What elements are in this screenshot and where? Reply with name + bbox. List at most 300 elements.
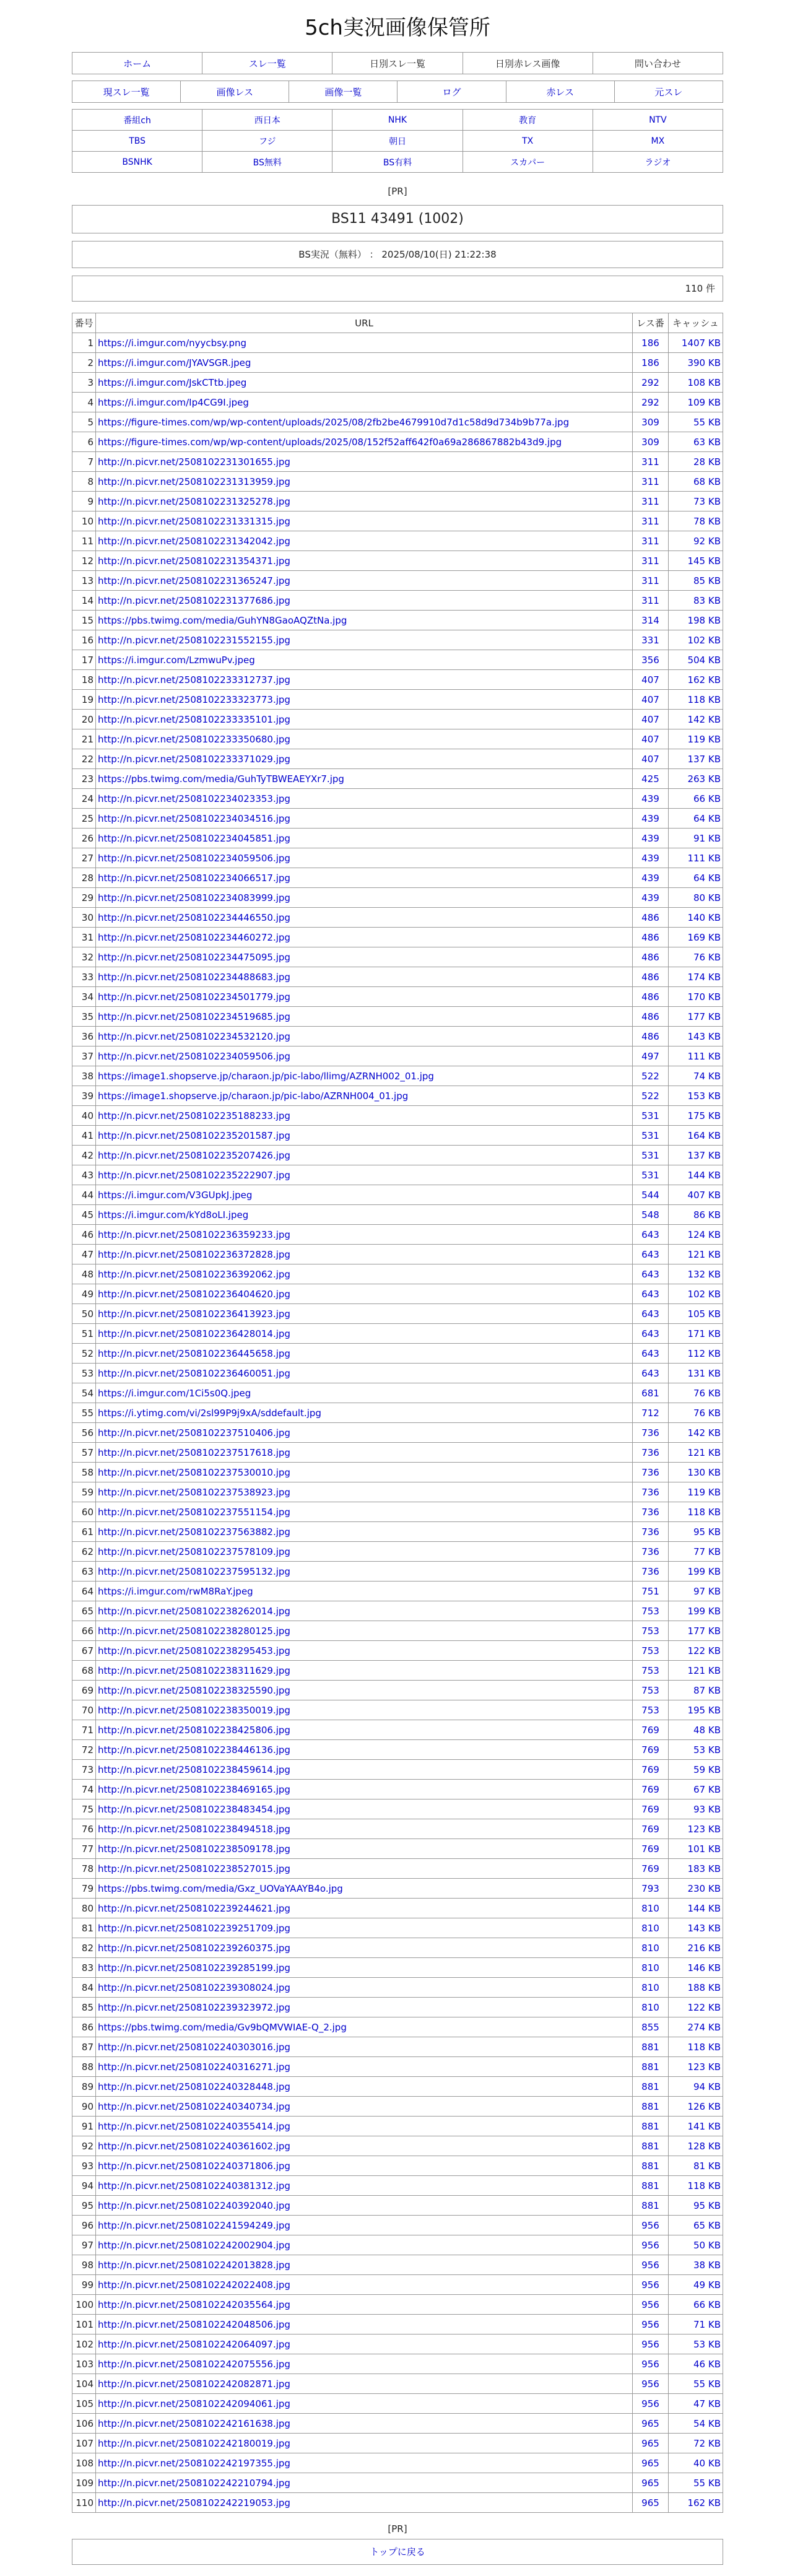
row-url-cell[interactable] (96, 1304, 633, 1324)
channel-link[interactable]: ラジオ (645, 157, 671, 168)
row-res-number[interactable]: 956 (641, 2259, 659, 2271)
row-res-number-cell[interactable] (633, 1185, 669, 1205)
row-cache-size-cell[interactable] (669, 333, 723, 353)
row-url-cell[interactable] (96, 1245, 633, 1264)
row-res-number[interactable]: 810 (641, 1922, 659, 1934)
nav-current-threads-link[interactable]: 現スレ一覧 (103, 86, 150, 98)
row-cache-size-cell[interactable] (669, 967, 723, 987)
row-cache-size[interactable]: 121 KB (687, 1664, 721, 1676)
row-url[interactable]: https://i.imgur.com/kYd8oLI.jpeg (98, 1209, 249, 1221)
row-res-number-cell[interactable] (633, 472, 669, 492)
row-res-number-cell[interactable] (633, 2453, 669, 2473)
nav-image-res-link[interactable]: 画像レス (216, 86, 254, 98)
row-res-number-cell[interactable] (633, 2097, 669, 2117)
row-res-number[interactable]: 769 (641, 1863, 659, 1874)
row-res-number-cell[interactable] (633, 353, 669, 373)
row-url-cell[interactable] (96, 947, 633, 967)
row-cache-size[interactable]: 123 KB (687, 2061, 721, 2073)
row-res-number-cell[interactable] (633, 1522, 669, 1542)
row-cache-size-cell[interactable] (669, 1661, 723, 1681)
row-res-number[interactable]: 712 (641, 1407, 659, 1419)
row-res-number-cell[interactable] (633, 333, 669, 353)
row-url[interactable]: http://n.picvr.net/2508102238469165.jpg (98, 1783, 290, 1795)
row-url-cell[interactable] (96, 2394, 633, 2414)
channel-link[interactable]: 朝日 (388, 136, 406, 147)
row-res-number[interactable]: 439 (641, 872, 659, 884)
row-cache-size[interactable]: 83 KB (693, 594, 721, 606)
row-url[interactable]: http://n.picvr.net/2508102238527015.jpg (98, 1863, 290, 1874)
row-cache-size[interactable]: 121 KB (687, 1447, 721, 1458)
row-res-number[interactable]: 751 (641, 1585, 659, 1597)
row-url-cell[interactable] (96, 630, 633, 650)
row-cache-size-cell[interactable] (669, 690, 723, 710)
row-res-number[interactable]: 522 (641, 1070, 659, 1082)
row-res-number-cell[interactable] (633, 1938, 669, 1958)
row-res-number[interactable]: 439 (641, 832, 659, 844)
row-cache-size[interactable]: 132 KB (687, 1268, 721, 1280)
row-cache-size[interactable]: 81 KB (693, 2160, 721, 2172)
row-cache-size-cell[interactable] (669, 2473, 723, 2493)
row-url[interactable]: https://image1.shopserve.jp/charaon.jp/pic-labo/llimg/AZRNH002_01.jpg (98, 1070, 434, 1082)
row-url-cell[interactable] (96, 2136, 633, 2156)
row-cache-size-cell[interactable] (669, 2255, 723, 2275)
row-url[interactable]: http://n.picvr.net/2508102233350680.jpg (98, 733, 290, 745)
row-cache-size-cell[interactable] (669, 1978, 723, 1998)
row-url[interactable]: http://n.picvr.net/2508102242094061.jpg (98, 2398, 290, 2409)
row-res-number-cell[interactable] (633, 1106, 669, 1126)
channel-cell[interactable] (202, 152, 332, 173)
row-res-number-cell[interactable] (633, 670, 669, 690)
row-res-number[interactable]: 881 (641, 2120, 659, 2132)
row-res-number-cell[interactable] (633, 1284, 669, 1304)
row-cache-size-cell[interactable] (669, 1582, 723, 1601)
row-url-cell[interactable] (96, 2057, 633, 2077)
row-cache-size[interactable]: 86 KB (693, 1209, 721, 1221)
channel-cell[interactable] (593, 131, 723, 152)
row-cache-size[interactable]: 111 KB (687, 1050, 721, 1062)
row-cache-size[interactable]: 142 KB (687, 1427, 721, 1438)
row-res-number-cell[interactable] (633, 1383, 669, 1403)
nav-image-res[interactable] (181, 81, 289, 103)
row-res-number[interactable]: 309 (641, 436, 659, 448)
row-res-number-cell[interactable] (633, 928, 669, 947)
row-url[interactable]: https://figure-times.com/wp/wp-content/uploads/2025/08/152f52aff642f0a69a286867882b43d9.jpg (98, 436, 562, 448)
row-cache-size[interactable]: 95 KB (693, 2200, 721, 2211)
row-res-number-cell[interactable] (633, 1482, 669, 1502)
row-url-cell[interactable] (96, 2176, 633, 2196)
row-url[interactable]: http://n.picvr.net/2508102234532120.jpg (98, 1030, 290, 1042)
row-url[interactable]: http://n.picvr.net/2508102238425806.jpg (98, 1724, 290, 1736)
row-url[interactable]: http://n.picvr.net/2508102236404620.jpg (98, 1288, 290, 1300)
row-cache-size[interactable]: 174 KB (687, 971, 721, 983)
row-cache-size-cell[interactable] (669, 2414, 723, 2434)
nav-red-res-link[interactable]: 赤レス (546, 86, 574, 98)
row-res-number-cell[interactable] (633, 1601, 669, 1621)
row-res-number[interactable]: 736 (641, 1447, 659, 1458)
row-res-number[interactable]: 486 (641, 912, 659, 923)
row-cache-size[interactable]: 188 KB (687, 1982, 721, 1993)
row-url[interactable]: http://n.picvr.net/2508102237578109.jpg (98, 1546, 290, 1557)
row-res-number[interactable]: 407 (641, 753, 659, 765)
row-res-number-cell[interactable] (633, 1899, 669, 1918)
row-url-cell[interactable] (96, 2255, 633, 2275)
row-res-number-cell[interactable] (633, 2216, 669, 2235)
row-res-number-cell[interactable] (633, 1007, 669, 1027)
row-url-cell[interactable] (96, 1601, 633, 1621)
row-cache-size-cell[interactable] (669, 1700, 723, 1720)
row-res-number-cell[interactable] (633, 2354, 669, 2374)
row-res-number[interactable]: 881 (641, 2180, 659, 2191)
channel-cell[interactable] (593, 152, 723, 173)
row-cache-size-cell[interactable] (669, 1423, 723, 1443)
row-cache-size[interactable]: 102 KB (687, 1288, 721, 1300)
row-cache-size-cell[interactable] (669, 2077, 723, 2097)
row-res-number-cell[interactable] (633, 1700, 669, 1720)
row-res-number[interactable]: 736 (641, 1565, 659, 1577)
row-res-number-cell[interactable] (633, 1066, 669, 1086)
row-url-cell[interactable] (96, 829, 633, 848)
row-url-cell[interactable] (96, 670, 633, 690)
row-res-number[interactable]: 769 (641, 1783, 659, 1795)
row-res-number[interactable]: 522 (641, 1090, 659, 1102)
row-cache-size-cell[interactable] (669, 1146, 723, 1165)
row-cache-size-cell[interactable] (669, 551, 723, 571)
row-cache-size-cell[interactable] (669, 452, 723, 472)
row-res-number[interactable]: 486 (641, 931, 659, 943)
row-res-number[interactable]: 643 (641, 1308, 659, 1320)
row-url[interactable]: http://n.picvr.net/2508102239308024.jpg (98, 1982, 290, 1993)
row-url-cell[interactable] (96, 2097, 633, 2117)
row-url[interactable]: https://i.imgur.com/Ip4CG9I.jpeg (98, 396, 249, 408)
row-res-number[interactable]: 769 (641, 1823, 659, 1835)
row-url-cell[interactable] (96, 710, 633, 729)
row-cache-size-cell[interactable] (669, 1918, 723, 1938)
channel-cell[interactable] (593, 110, 723, 131)
row-cache-size-cell[interactable] (669, 1899, 723, 1918)
row-cache-size[interactable]: 144 KB (687, 1902, 721, 1914)
channel-cell[interactable] (332, 110, 463, 131)
row-url[interactable]: http://n.picvr.net/2508102240392040.jpg (98, 2200, 290, 2211)
row-url[interactable]: http://n.picvr.net/2508102234045851.jpg (98, 832, 290, 844)
row-cache-size-cell[interactable] (669, 1284, 723, 1304)
row-res-number[interactable]: 956 (641, 2219, 659, 2231)
row-url[interactable]: http://n.picvr.net/2508102234460272.jpg (98, 931, 290, 943)
row-cache-size[interactable]: 50 KB (693, 2239, 721, 2251)
channel-cell[interactable] (463, 152, 593, 173)
row-url[interactable]: http://n.picvr.net/2508102242180019.jpg (98, 2437, 290, 2449)
row-url[interactable]: https://i.imgur.com/V3GUpkJ.jpeg (98, 1189, 253, 1201)
back-to-top[interactable] (72, 2539, 723, 2565)
row-cache-size-cell[interactable] (669, 472, 723, 492)
row-res-number[interactable]: 810 (641, 1902, 659, 1914)
row-url[interactable]: http://n.picvr.net/2508102237595132.jpg (98, 1565, 290, 1577)
row-res-number-cell[interactable] (633, 1760, 669, 1780)
row-res-number-cell[interactable] (633, 1245, 669, 1264)
row-res-number-cell[interactable] (633, 1344, 669, 1364)
row-url-cell[interactable] (96, 2077, 633, 2097)
row-url-cell[interactable] (96, 1958, 633, 1978)
row-res-number[interactable]: 769 (641, 1744, 659, 1756)
row-cache-size[interactable]: 170 KB (687, 991, 721, 1003)
nav-image-list-link[interactable]: 画像一覧 (324, 86, 362, 98)
row-cache-size-cell[interactable] (669, 868, 723, 888)
row-cache-size-cell[interactable] (669, 1780, 723, 1799)
row-cache-size[interactable]: 124 KB (687, 1229, 721, 1240)
row-url[interactable]: http://n.picvr.net/2508102237563882.jpg (98, 1526, 290, 1538)
row-url-cell[interactable] (96, 1879, 633, 1899)
row-res-number[interactable]: 736 (641, 1506, 659, 1518)
row-cache-size-cell[interactable] (669, 1126, 723, 1146)
row-res-number[interactable]: 881 (641, 2200, 659, 2211)
row-res-number[interactable]: 531 (641, 1110, 659, 1121)
row-cache-size[interactable]: 199 KB (687, 1605, 721, 1617)
row-url[interactable]: http://n.picvr.net/2508102237551154.jpg (98, 1506, 290, 1518)
row-url[interactable]: http://n.picvr.net/2508102237530010.jpg (98, 1466, 290, 1478)
row-url[interactable]: http://n.picvr.net/2508102237538923.jpg (98, 1486, 290, 1498)
row-res-number-cell[interactable] (633, 2037, 669, 2057)
row-url[interactable]: http://n.picvr.net/2508102231313959.jpg (98, 476, 290, 487)
row-res-number-cell[interactable] (633, 1324, 669, 1344)
row-res-number-cell[interactable] (633, 511, 669, 531)
row-url-cell[interactable] (96, 1918, 633, 1938)
row-res-number[interactable]: 486 (641, 991, 659, 1003)
row-res-number[interactable]: 956 (641, 2299, 659, 2310)
row-url-cell[interactable] (96, 2216, 633, 2235)
row-res-number-cell[interactable] (633, 1502, 669, 1522)
row-cache-size[interactable]: 118 KB (687, 2041, 721, 2053)
row-res-number-cell[interactable] (633, 1839, 669, 1859)
row-cache-size-cell[interactable] (669, 1106, 723, 1126)
row-res-number-cell[interactable] (633, 1819, 669, 1839)
row-res-number[interactable]: 548 (641, 1209, 659, 1221)
nav-original-thread[interactable] (614, 81, 723, 103)
row-url[interactable]: http://n.picvr.net/2508102238509178.jpg (98, 1843, 290, 1855)
row-cache-size-cell[interactable] (669, 1938, 723, 1958)
row-url-cell[interactable] (96, 1086, 633, 1106)
channel-cell[interactable] (332, 131, 463, 152)
row-url[interactable]: https://i.ytimg.com/vi/2sl99P9j9xA/sddefault.jpg (98, 1407, 321, 1419)
row-url-cell[interactable] (96, 1641, 633, 1661)
row-res-number-cell[interactable] (633, 412, 669, 432)
row-res-number-cell[interactable] (633, 1542, 669, 1562)
row-cache-size[interactable]: 142 KB (687, 713, 721, 725)
row-cache-size[interactable]: 119 KB (687, 733, 721, 745)
row-res-number-cell[interactable] (633, 2493, 669, 2513)
row-url[interactable]: http://n.picvr.net/2508102240316271.jpg (98, 2061, 290, 2073)
row-res-number[interactable]: 736 (641, 1466, 659, 1478)
row-cache-size-cell[interactable] (669, 888, 723, 908)
row-url-cell[interactable] (96, 1681, 633, 1700)
row-cache-size-cell[interactable] (669, 749, 723, 769)
row-cache-size-cell[interactable] (669, 1383, 723, 1403)
row-res-number-cell[interactable] (633, 2473, 669, 2493)
row-cache-size-cell[interactable] (669, 1344, 723, 1364)
row-url[interactable]: http://n.picvr.net/2508102238295453.jpg (98, 1645, 290, 1656)
row-cache-size[interactable]: 128 KB (687, 2140, 721, 2152)
row-res-number[interactable]: 736 (641, 1546, 659, 1557)
row-cache-size-cell[interactable] (669, 2196, 723, 2216)
row-cache-size-cell[interactable] (669, 630, 723, 650)
row-url-cell[interactable] (96, 2374, 633, 2394)
row-cache-size-cell[interactable] (669, 373, 723, 393)
nav-thread-list-link[interactable]: スレ一覧 (248, 58, 286, 69)
row-url-cell[interactable] (96, 1978, 633, 1998)
row-cache-size-cell[interactable] (669, 2156, 723, 2176)
row-cache-size[interactable]: 131 KB (687, 1367, 721, 1379)
row-cache-size[interactable]: 390 KB (687, 357, 721, 368)
row-url[interactable]: http://n.picvr.net/2508102235201587.jpg (98, 1129, 290, 1141)
row-url-cell[interactable] (96, 1165, 633, 1185)
row-url[interactable]: http://n.picvr.net/2508102233335101.jpg (98, 713, 290, 725)
row-cache-size-cell[interactable] (669, 353, 723, 373)
row-url-cell[interactable] (96, 551, 633, 571)
row-res-number-cell[interactable] (633, 393, 669, 412)
row-res-number[interactable]: 810 (641, 1942, 659, 1954)
row-cache-size-cell[interactable] (669, 1324, 723, 1344)
row-url[interactable]: https://i.imgur.com/JskCTtb.jpeg (98, 376, 247, 388)
row-url-cell[interactable] (96, 1027, 633, 1046)
row-res-number[interactable]: 810 (641, 2001, 659, 2013)
row-url[interactable]: http://n.picvr.net/2508102231301655.jpg (98, 456, 290, 468)
row-cache-size-cell[interactable] (669, 393, 723, 412)
row-res-number[interactable]: 956 (641, 2338, 659, 2350)
row-url-cell[interactable] (96, 1720, 633, 1740)
row-url[interactable]: http://n.picvr.net/2508102236460051.jpg (98, 1367, 290, 1379)
row-url[interactable]: http://n.picvr.net/2508102235188233.jpg (98, 1110, 290, 1121)
row-url[interactable]: http://n.picvr.net/2508102239260375.jpg (98, 1942, 290, 1954)
row-cache-size[interactable]: 274 KB (687, 2021, 721, 2033)
row-url-cell[interactable] (96, 789, 633, 809)
row-res-number[interactable]: 486 (641, 1030, 659, 1042)
row-url-cell[interactable] (96, 2315, 633, 2334)
row-url-cell[interactable] (96, 2453, 633, 2473)
row-cache-size-cell[interactable] (669, 1740, 723, 1760)
row-url[interactable]: http://n.picvr.net/2508102238262014.jpg (98, 1605, 290, 1617)
row-cache-size[interactable]: 183 KB (687, 1863, 721, 1874)
row-cache-size-cell[interactable] (669, 571, 723, 591)
row-res-number-cell[interactable] (633, 1225, 669, 1245)
row-res-number[interactable]: 736 (641, 1427, 659, 1438)
row-cache-size-cell[interactable] (669, 789, 723, 809)
row-cache-size-cell[interactable] (669, 2235, 723, 2255)
row-res-number-cell[interactable] (633, 1918, 669, 1938)
row-res-number-cell[interactable] (633, 1799, 669, 1819)
row-url-cell[interactable] (96, 1740, 633, 1760)
row-url-cell[interactable] (96, 531, 633, 551)
row-res-number-cell[interactable] (633, 1443, 669, 1463)
row-res-number-cell[interactable] (633, 2275, 669, 2295)
row-cache-size[interactable]: 101 KB (687, 1843, 721, 1855)
row-res-number[interactable]: 407 (641, 713, 659, 725)
row-cache-size[interactable]: 118 KB (687, 694, 721, 705)
row-cache-size[interactable]: 55 KB (693, 2477, 721, 2489)
row-cache-size-cell[interactable] (669, 947, 723, 967)
row-url-cell[interactable] (96, 1264, 633, 1284)
row-res-number[interactable]: 810 (641, 1962, 659, 1973)
row-url[interactable]: https://i.imgur.com/JYAVSGR.jpeg (98, 357, 251, 368)
row-cache-size-cell[interactable] (669, 2394, 723, 2414)
row-url[interactable]: http://n.picvr.net/2508102231331315.jpg (98, 515, 290, 527)
row-cache-size-cell[interactable] (669, 1364, 723, 1383)
row-cache-size-cell[interactable] (669, 2117, 723, 2136)
row-cache-size-cell[interactable] (669, 432, 723, 452)
row-cache-size-cell[interactable] (669, 492, 723, 511)
row-url-cell[interactable] (96, 2235, 633, 2255)
row-url[interactable]: https://pbs.twimg.com/media/GuhTyTBWEAEYXr7.jpg (98, 773, 344, 785)
row-cache-size[interactable]: 59 KB (693, 1764, 721, 1775)
row-cache-size-cell[interactable] (669, 2037, 723, 2057)
row-url[interactable]: http://n.picvr.net/2508102242197355.jpg (98, 2457, 290, 2469)
row-res-number[interactable]: 956 (641, 2239, 659, 2251)
row-cache-size-cell[interactable] (669, 809, 723, 829)
row-url-cell[interactable] (96, 1542, 633, 1562)
row-cache-size-cell[interactable] (669, 650, 723, 670)
row-url-cell[interactable] (96, 1799, 633, 1819)
row-res-number[interactable]: 769 (641, 1803, 659, 1815)
row-res-number-cell[interactable] (633, 1998, 669, 2017)
row-url[interactable]: https://i.imgur.com/LzmwuPv.jpeg (98, 654, 255, 666)
row-cache-size[interactable]: 122 KB (687, 1645, 721, 1656)
row-cache-size[interactable]: 143 KB (687, 1922, 721, 1934)
row-res-number-cell[interactable] (633, 2414, 669, 2434)
row-cache-size[interactable]: 177 KB (687, 1011, 721, 1022)
nav-red-res[interactable] (506, 81, 614, 103)
row-cache-size-cell[interactable] (669, 1601, 723, 1621)
row-res-number-cell[interactable] (633, 2334, 669, 2354)
row-url[interactable]: http://n.picvr.net/2508102237517618.jpg (98, 1447, 290, 1458)
row-cache-size-cell[interactable] (669, 1998, 723, 2017)
row-cache-size-cell[interactable] (669, 2017, 723, 2037)
row-res-number[interactable]: 407 (641, 674, 659, 685)
row-url[interactable]: http://n.picvr.net/2508102233323773.jpg (98, 694, 290, 705)
row-res-number[interactable]: 810 (641, 1982, 659, 1993)
row-cache-size[interactable]: 85 KB (693, 575, 721, 586)
row-url-cell[interactable] (96, 1780, 633, 1799)
row-res-number[interactable]: 439 (641, 852, 659, 864)
row-res-number[interactable]: 956 (641, 2378, 659, 2390)
row-res-number[interactable]: 439 (641, 793, 659, 804)
row-res-number[interactable]: 956 (641, 2318, 659, 2330)
channel-cell[interactable] (72, 131, 202, 152)
channel-link[interactable]: MX (651, 136, 665, 146)
row-cache-size-cell[interactable] (669, 1225, 723, 1245)
row-res-number-cell[interactable] (633, 967, 669, 987)
row-cache-size[interactable]: 162 KB (687, 674, 721, 685)
row-url[interactable]: http://n.picvr.net/2508102241594249.jpg (98, 2219, 290, 2231)
row-cache-size[interactable]: 137 KB (687, 1149, 721, 1161)
row-cache-size[interactable]: 54 KB (693, 2417, 721, 2429)
row-url-cell[interactable] (96, 888, 633, 908)
row-res-number[interactable]: 425 (641, 773, 659, 785)
row-res-number[interactable]: 965 (641, 2457, 659, 2469)
row-cache-size[interactable]: 153 KB (687, 1090, 721, 1102)
row-res-number-cell[interactable] (633, 1562, 669, 1582)
row-cache-size[interactable]: 164 KB (687, 1129, 721, 1141)
row-res-number-cell[interactable] (633, 2077, 669, 2097)
row-url-cell[interactable] (96, 2037, 633, 2057)
row-cache-size-cell[interactable] (669, 1502, 723, 1522)
row-url[interactable]: http://n.picvr.net/2508102239285199.jpg (98, 1962, 290, 1973)
nav-image-list[interactable] (289, 81, 398, 103)
row-res-number[interactable]: 881 (641, 2081, 659, 2092)
row-cache-size[interactable]: 126 KB (687, 2100, 721, 2112)
nav-home-link[interactable]: ホーム (123, 58, 152, 69)
row-cache-size[interactable]: 46 KB (693, 2358, 721, 2370)
row-url-cell[interactable] (96, 373, 633, 393)
row-url-cell[interactable] (96, 2434, 633, 2453)
row-res-number[interactable]: 965 (641, 2417, 659, 2429)
row-cache-size[interactable]: 65 KB (693, 2219, 721, 2231)
